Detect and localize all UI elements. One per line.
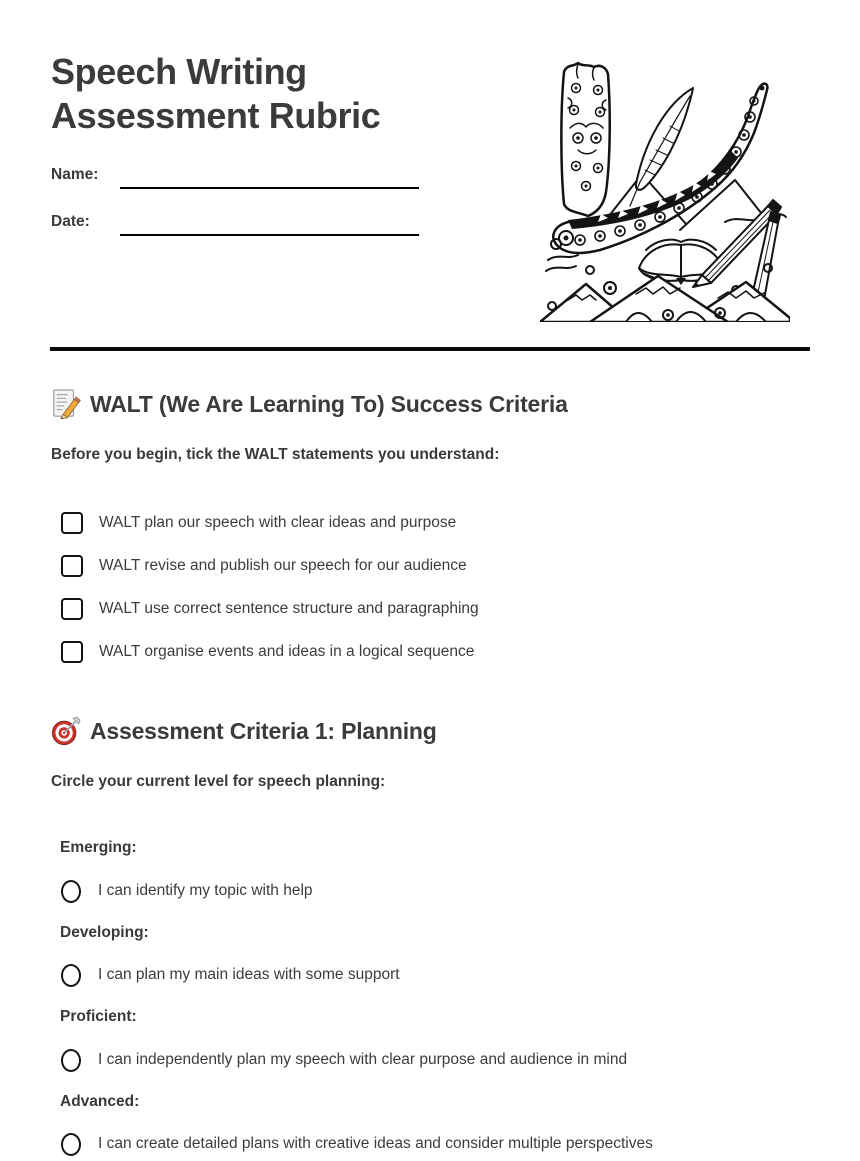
target-dart-icon: [51, 716, 81, 746]
date-input-line[interactable]: [120, 234, 419, 236]
walt-checklist-item-2: [61, 554, 467, 578]
walt-section-title: WALT (We Are Learning To) Success Criteria: [90, 390, 568, 417]
page-title: [51, 50, 521, 138]
walt-checkbox-3[interactable]: [61, 598, 83, 620]
name-input-line[interactable]: [120, 187, 419, 189]
walt-checkbox-4[interactable]: [61, 641, 83, 663]
assessment-section-heading: [51, 716, 437, 746]
date-label: Date:: [51, 213, 90, 230]
memo-pencil-icon: [51, 389, 81, 419]
walt-instruction: Before you begin, tick the WALT statements you understand:: [51, 446, 500, 463]
waka-illustration: [540, 54, 790, 322]
assessment-instruction: Circle your current level for speech planning:: [51, 773, 386, 790]
level-statement-advanced: I can create detailed plans with creative ideas and consider multiple perspectives: [98, 1135, 653, 1152]
level-statement-proficient: I can independently plan my speech with clear purpose and audience in mind: [98, 1051, 628, 1068]
walt-checkbox-label-4: WALT organise events and ideas in a logical sequence: [99, 643, 475, 660]
walt-checklist-item-1: [61, 511, 456, 535]
assessment-section-title: Assessment Criteria 1: Planning: [90, 717, 437, 744]
walt-checkbox-label-2: WALT revise and publish our speech for our audience: [99, 557, 467, 574]
level-option-advanced: [61, 1132, 653, 1156]
level-option-developing: [61, 963, 400, 987]
level-label-developing: Developing:: [60, 924, 149, 941]
page-title-line1: Speech Writing: [51, 51, 307, 92]
walt-checkbox-label-3: WALT use correct sentence structure and paragraphing: [99, 600, 479, 617]
level-radio-developing[interactable]: [61, 964, 81, 987]
level-label-advanced: Advanced:: [60, 1093, 140, 1110]
walt-section-heading: [51, 389, 568, 419]
level-statement-developing: I can plan my main ideas with some support: [98, 966, 400, 983]
level-radio-emerging[interactable]: [61, 880, 81, 903]
level-option-emerging: [61, 879, 313, 903]
walt-checklist-item-3: [61, 597, 479, 621]
walt-checkbox-label-1: WALT plan our speech with clear ideas and purpose: [99, 514, 457, 531]
walt-checkbox-1[interactable]: [61, 512, 83, 534]
level-statement-emerging: I can identify my topic with help: [98, 882, 313, 899]
walt-checklist-item-4: [61, 640, 474, 664]
section-divider: [50, 347, 810, 351]
level-option-proficient: [61, 1048, 627, 1072]
page-title-line2: Assessment Rubric: [51, 95, 381, 136]
walt-checkbox-2[interactable]: [61, 555, 83, 577]
level-label-emerging: Emerging:: [60, 839, 137, 856]
level-radio-proficient[interactable]: [61, 1049, 81, 1072]
name-label: Name:: [51, 166, 99, 183]
level-radio-advanced[interactable]: [61, 1133, 81, 1156]
level-label-proficient: Proficient:: [60, 1008, 137, 1025]
